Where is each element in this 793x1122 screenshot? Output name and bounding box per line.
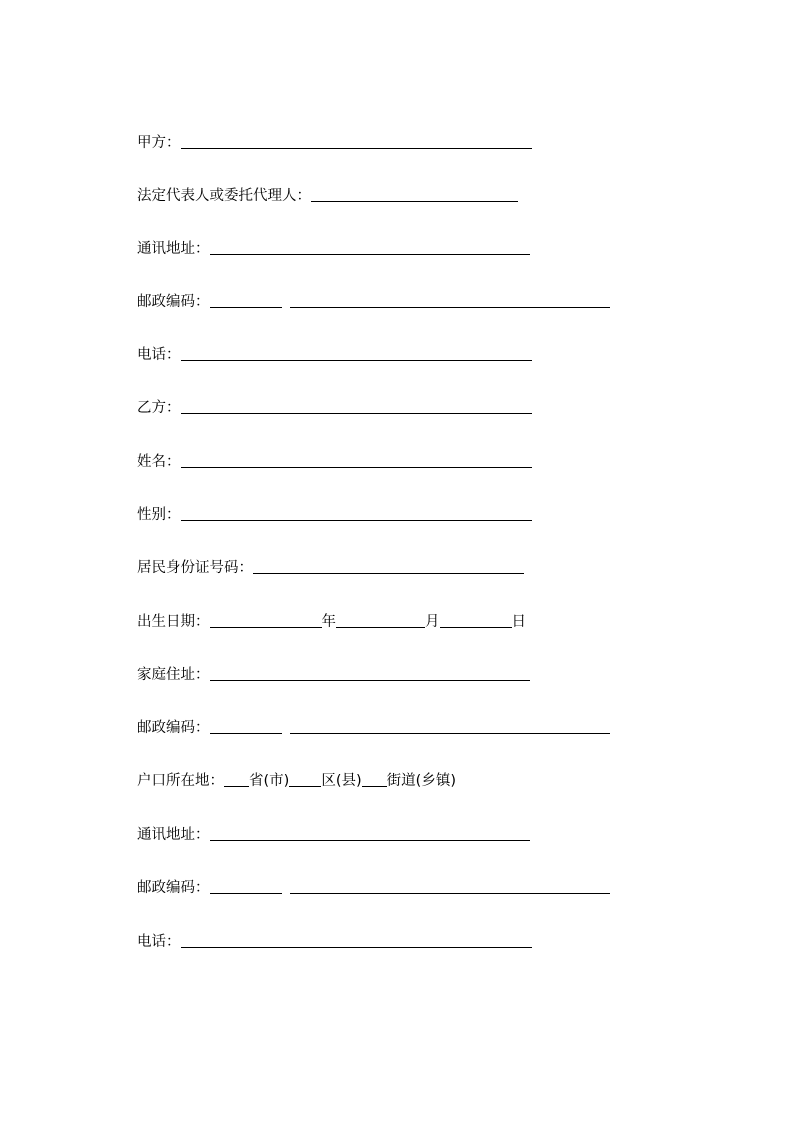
party-b-postcode-blank[interactable] xyxy=(210,880,282,894)
party-b-postcode-extra-blank[interactable] xyxy=(290,880,610,894)
birth-year-blank[interactable] xyxy=(210,614,322,628)
birth-day-unit: 日 xyxy=(511,614,526,630)
id-number-label: 居民身份证号码： xyxy=(137,560,253,576)
hukou-district-blank[interactable] xyxy=(289,773,321,787)
home-postcode-extra-blank[interactable] xyxy=(290,720,610,734)
hukou-label: 户口所在地： xyxy=(137,773,224,789)
party-a-phone-label: 电话： xyxy=(137,347,181,363)
hukou-province-blank[interactable] xyxy=(224,773,249,787)
name-label: 姓名： xyxy=(137,454,181,470)
party-b-address-row xyxy=(137,822,530,844)
representative-label: 法定代表人或委托代理人： xyxy=(137,188,311,204)
party-a-address-row xyxy=(137,236,530,258)
hukou-row xyxy=(137,768,456,790)
home-address-row xyxy=(137,662,530,684)
party-a-postcode-extra-blank[interactable] xyxy=(290,294,610,308)
birth-date-label: 出生日期： xyxy=(137,614,210,630)
gender-label: 性别： xyxy=(137,507,181,523)
id-number-blank[interactable] xyxy=(253,560,524,574)
party-b-label: 乙方： xyxy=(137,400,181,416)
name-row xyxy=(137,449,532,471)
home-postcode-label: 邮政编码： xyxy=(137,720,210,736)
home-address-label: 家庭住址： xyxy=(137,667,210,683)
party-a-blank[interactable] xyxy=(181,135,532,149)
party-b-address-label: 通讯地址： xyxy=(137,827,210,843)
home-postcode-row xyxy=(137,715,610,737)
representative-blank[interactable] xyxy=(311,188,518,202)
party-a-phone-row xyxy=(137,342,532,364)
party-a-postcode-label: 邮政编码： xyxy=(137,294,210,310)
party-b-phone-blank[interactable] xyxy=(181,934,532,948)
party-a-postcode-row xyxy=(137,289,610,311)
party-b-postcode-row xyxy=(137,875,610,897)
party-b-row xyxy=(137,395,532,417)
party-a-label: 甲方： xyxy=(137,135,181,151)
id-number-row xyxy=(137,555,524,577)
party-b-postcode-label: 邮政编码： xyxy=(137,880,210,896)
birth-day-blank[interactable] xyxy=(440,614,512,628)
hukou-street-blank[interactable] xyxy=(362,773,387,787)
birth-month-unit: 月 xyxy=(425,614,440,630)
party-a-phone-blank[interactable] xyxy=(181,347,532,361)
party-a-address-label: 通讯地址： xyxy=(137,241,210,257)
party-b-phone-label: 电话： xyxy=(137,934,181,950)
home-postcode-blank[interactable] xyxy=(210,720,282,734)
birth-month-blank[interactable] xyxy=(336,614,425,628)
gender-row xyxy=(137,502,532,524)
party-b-blank[interactable] xyxy=(181,400,532,414)
party-a-postcode-blank[interactable] xyxy=(210,294,282,308)
gender-blank[interactable] xyxy=(181,507,532,521)
representative-row xyxy=(137,183,518,205)
hukou-province-unit: 省(市) xyxy=(249,773,290,789)
name-blank[interactable] xyxy=(181,454,532,468)
party-b-phone-row xyxy=(137,929,532,951)
party-a-row xyxy=(137,130,532,152)
hukou-street-unit: 街道(乡镇) xyxy=(386,773,456,789)
hukou-district-unit: 区(县) xyxy=(321,773,362,789)
birth-year-unit: 年 xyxy=(321,614,336,630)
party-a-address-blank[interactable] xyxy=(210,241,530,255)
home-address-blank[interactable] xyxy=(210,667,530,681)
party-b-address-blank[interactable] xyxy=(210,827,530,841)
birth-date-row xyxy=(137,609,526,631)
